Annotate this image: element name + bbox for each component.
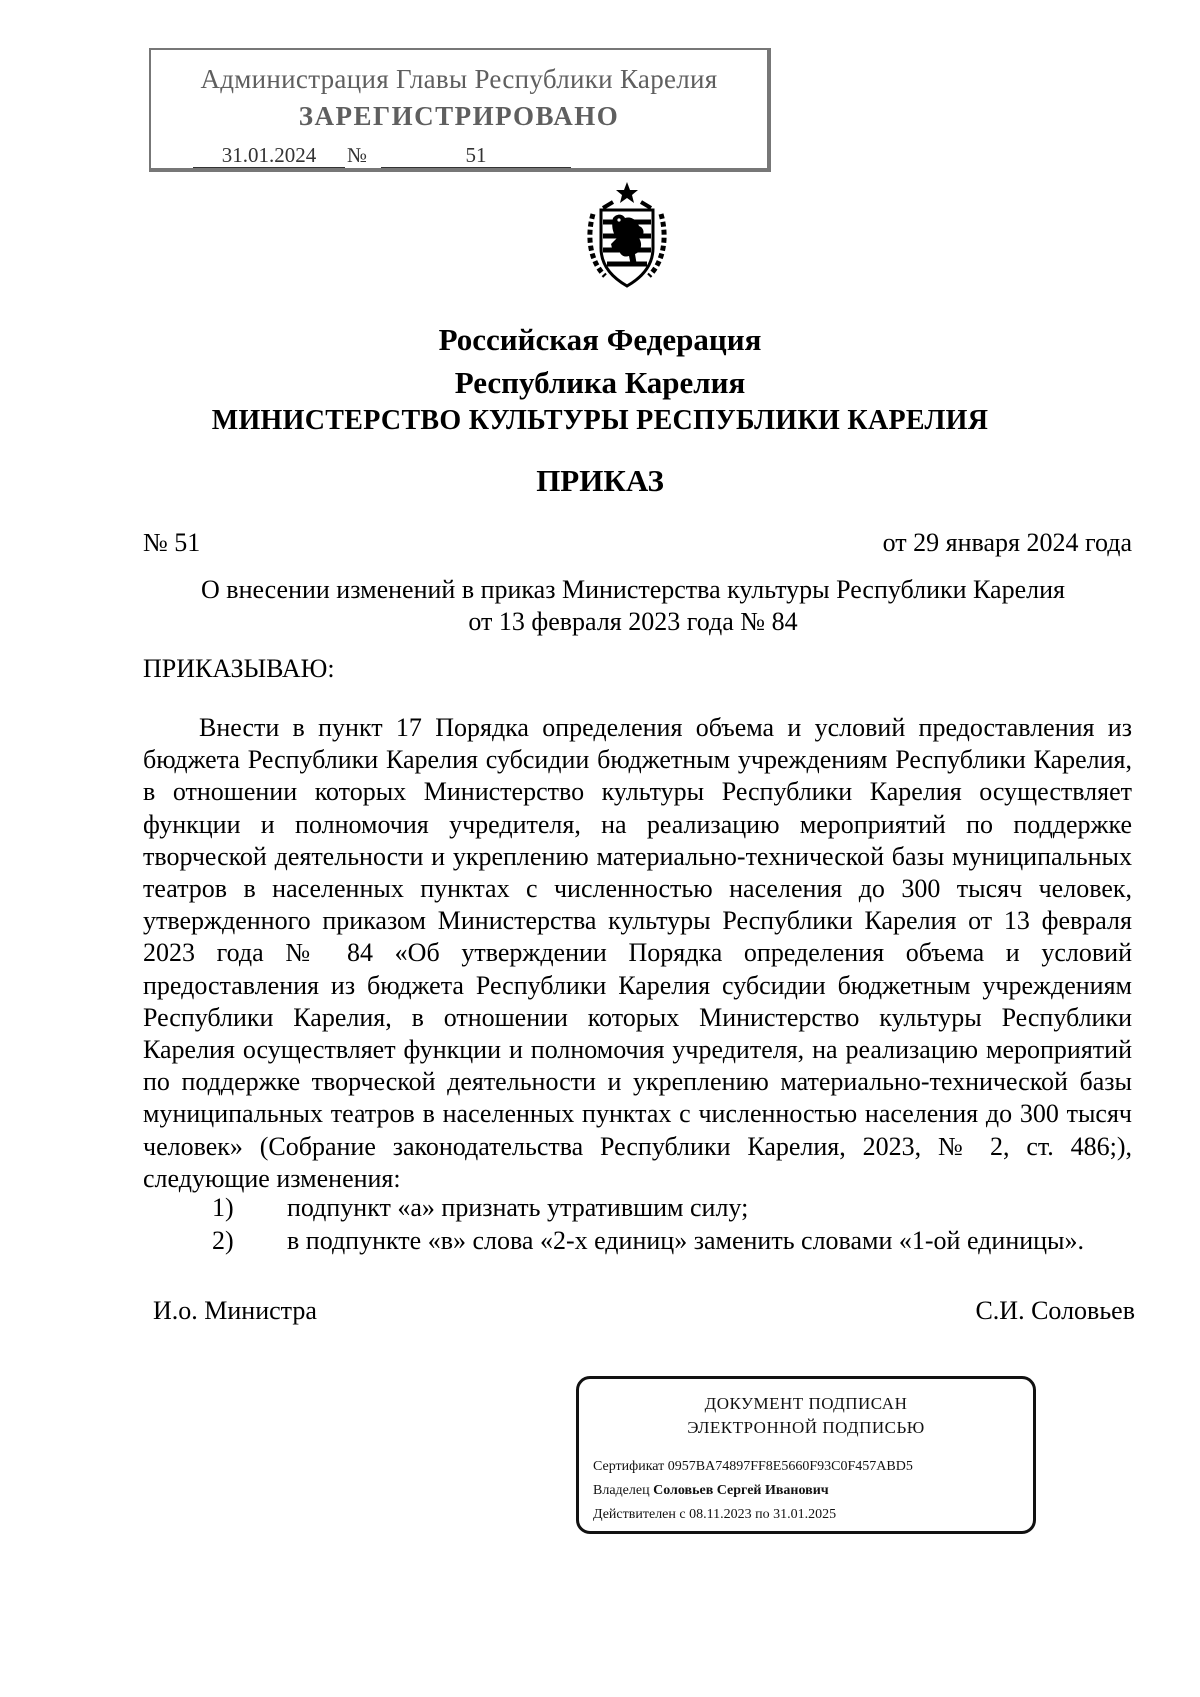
esig-owner-row [593,1483,829,1499]
country-name: Российская Федерация [438,322,762,357]
esig-owner-label: Владелец [593,1483,650,1498]
registration-stamp-authority: Администрация Главы Республики Карелия [200,64,718,94]
document-type: ПРИКАЗ [536,463,664,498]
signatory-name: С.И. Соловьев [975,1296,1135,1325]
esig-valid-from: 08.11.2023 [689,1507,752,1522]
order-subject [143,574,1123,638]
registration-date: 31.01.2024 [193,143,345,168]
order-subject-line1: О внесении изменений в приказ Министерства культуры Республики Карелия [201,575,1065,604]
esig-title-line1: ДОКУМЕНТ ПОДПИСАН [704,1394,908,1413]
order-command: ПРИКАЗЫВАЮ: [143,654,335,683]
esig-title-line2: ЭЛЕКТРОННОЙ ПОДПИСЬЮ [687,1418,925,1437]
esig-owner-value: Соловьев Сергей Иванович [653,1483,829,1498]
esig-certificate-row [593,1459,913,1475]
order-number: № 51 [143,528,201,557]
esig-certificate-value: 0957BA74897FF8E5660F93C0F457ABD5 [667,1459,913,1474]
order-subject-line2: от 13 февраля 2023 года № 84 [468,607,798,636]
esig-validity-row [593,1507,836,1523]
esig-valid-to-label: по [755,1507,770,1522]
ministry-name: МИНИСТЕРСТВО КУЛЬТУРЫ РЕСПУБЛИКИ КАРЕЛИЯ [211,405,989,436]
esig-valid-label: Действителен [593,1507,676,1522]
esig-certificate-label: Сертификат [593,1459,665,1474]
electronic-signature-stamp [576,1376,1036,1534]
registration-number-label: № [347,143,368,167]
signatory-position: И.о. Министра [153,1296,317,1325]
list-item-number: 2) [212,1226,234,1255]
esig-valid-from-label: с [679,1507,686,1522]
order-date: от 29 января 2024 года [882,528,1132,557]
list-item-number: 1) [212,1193,234,1222]
list-item-text: подпункт «а» признать утратившим силу; [287,1193,749,1222]
republic-name: Республика Карелия [454,365,746,400]
esig-valid-to: 31.01.2025 [773,1507,837,1522]
registration-stamp [149,48,771,172]
order-body: Внести в пункт 17 Порядка определения объема и условий предоставления из бюджета Республики Карелия субсидии бюджетным учреждениям Республики Карелия, в отношении которых Министерство культуры Республики Карелия осуществляет функции и полномочия учредителя, на реализацию мероприятий по поддержке творческой деятельности и укреплению материально-технической базы муниципальных театров в населенных пунктах с численностью населения до 300 тысяч человек, утвержденного приказом Министерства культуры Республики Карелия от 13 февраля 2023 года № 84 «Об утверждении Порядка определения объема и условий предоставления из бюджета Республики Карелия субсидии бюджетным учреждениям Республики Карелия, в отношении которых Министерство культуры Республики Карелия осуществляет функции и полномочия учредителя, на реализацию мероприятий по поддержке творческой деятельности и укреплению материально-технической базы муниципальных театров в населенных пунктах с численностью населения до 300 тысяч человек» (Собрание законодательства Республики Карелия, 2023, № 2, ст. 486;), следующие изменения: [143,713,1132,1193]
coat-of-arms-icon [583,180,671,290]
registration-number: 51 [381,143,571,168]
registration-stamp-status: ЗАРЕГИСТРИРОВАНО [298,101,620,131]
list-item-text: в подпункте «в» слова «2-х единиц» заменить словами «1-ой единицы». [287,1226,1085,1255]
